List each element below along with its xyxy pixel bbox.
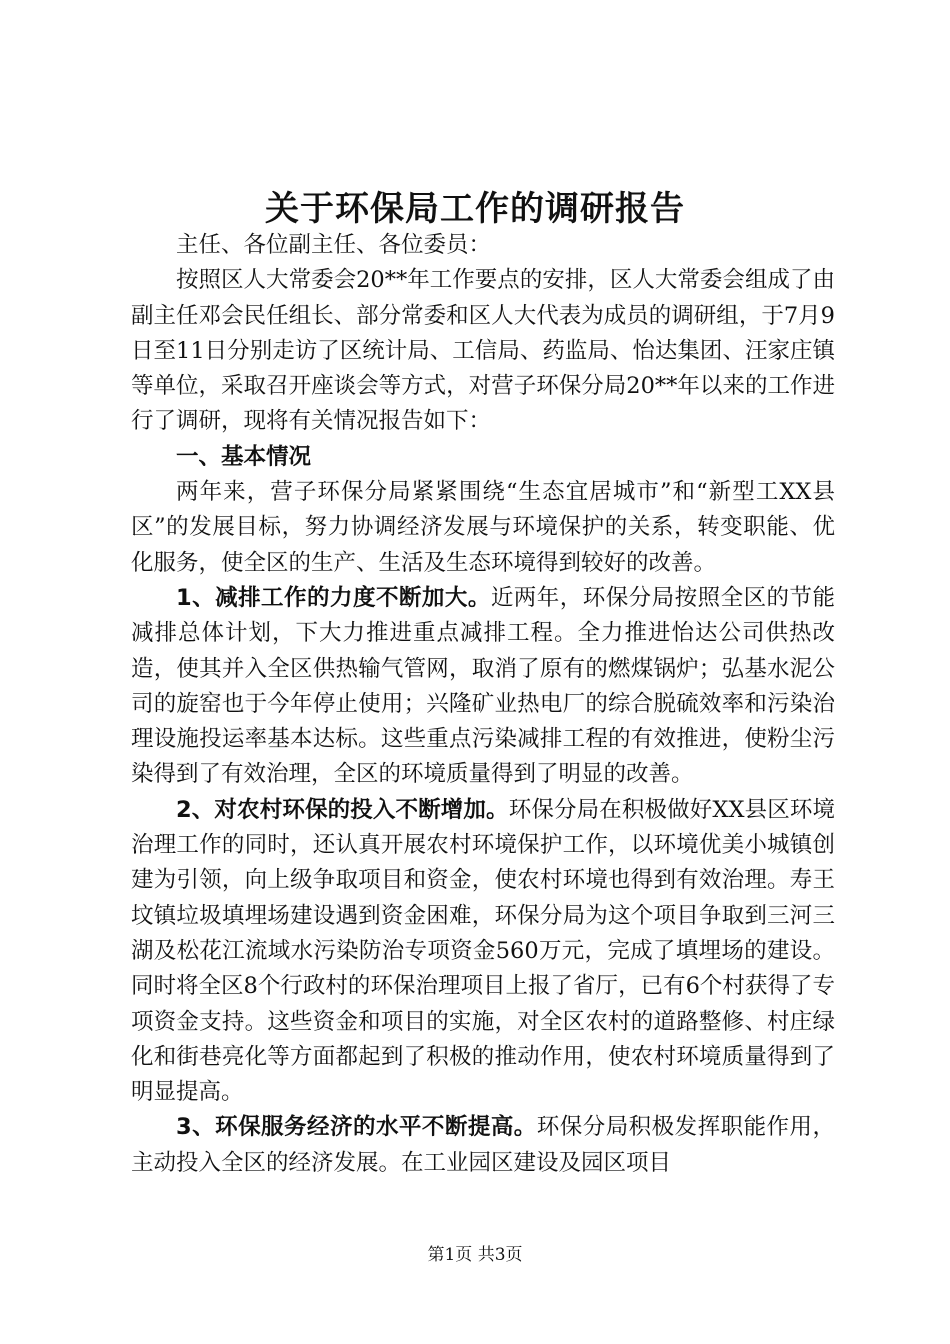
section1-paragraph: 两年来，营子环保分局紧紧围绕“生态宜居城市”和“新型工XX县区”的发展目标，努力协调经济发展与环境保护的关系，转变职能、优化服务，使全区的生产、生活及生态环境得到较好的改善。 <box>131 479 835 576</box>
item1-lead: 1、减排工作的力度不断加大。 <box>176 584 491 611</box>
item3-lead: 3、环保服务经济的水平不断提高。 <box>176 1114 537 1141</box>
salutation: 主任、各位副主任、各位委员： <box>176 232 492 258</box>
item3-paragraph <box>131 1110 835 1181</box>
item2-text: 环保分局在积极做好XX县区环境治理工作的同时，还认真开展农村环境保护工作，以环境优美小城镇创建为引领，向上级争取项目和资金，使农村环境也得到有效治理。寿王坟镇垃圾填埋场建设遇到资金困难，环保分局为这个项目争取到三河三湖及松花江流域水污染防治专项资金560万元，完成了填埋场的建设。同时将全区8个行政村的环保治理项目上报了省厅，已有6个村获得了专项资金支持。这些资金和项目的实施，对全区农村的道路整修、村庄绿化和街巷亮化等方面都起到了积极的推动作用，使农村环境质量得到了明显提高。 <box>131 796 836 1106</box>
section-heading-basic-situation: 一、基本情况 <box>176 443 312 470</box>
page-footer: 第1页 共3页 <box>427 1245 523 1265</box>
document-body <box>131 228 835 1181</box>
item1-text: 近两年，环保分局按照全区的节能减排总体计划，下大力推进重点减排工程。全力推进怡达公司供热改造，使其并入全区供热输气管网，取消了原有的燃煤锅炉；弘基水泥公司的旋窑也于今年停止使用；兴隆矿业热电厂的综合脱硫效率和污染治理设施投运率基本达标。这些重点污染减排工程的有效推进，使粉尘污染得到了有效治理，全区的环境质量得到了明显的改善。 <box>131 584 835 788</box>
item2-paragraph <box>131 793 835 1111</box>
item1-paragraph <box>131 581 835 793</box>
intro-paragraph: 按照区人大常委会20**年工作要点的安排，区人大常委会组成了由副主任邓会民任组长、部分常委和区人大代表为成员的调研组，于7月9日至11日分别走访了区统计局、工信局、药监局、怡达集团、汪家庄镇等单位，采取召开座谈会等方式，对营子环保分局20**年以来的工作进行了调研，现将有关情况报告如下： <box>131 267 835 435</box>
item3-text: 环保分局积极发挥职能作用，主动投入全区的经济发展。在工业园区建设及园区项目 <box>131 1114 835 1176</box>
document-title: 关于环保局工作的调研报告 <box>265 189 685 229</box>
item2-lead: 2、对农村环保的投入不断增加。 <box>176 796 509 823</box>
